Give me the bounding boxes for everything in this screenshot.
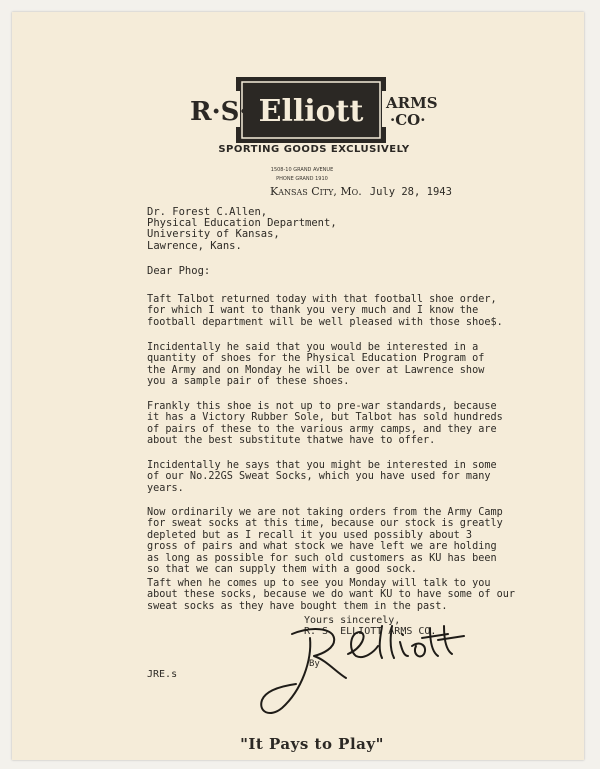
inside-address-line: Dr. Forest C.Allen, — [147, 206, 268, 218]
city-date-line — [270, 182, 452, 200]
letter-page — [12, 12, 584, 760]
logo-right-top: ARMS — [386, 94, 438, 112]
logo-center-word: Elliott — [258, 94, 364, 129]
salutation: Dear Phog: — [147, 265, 211, 277]
letterhead-city: Kansas City, Mo. — [270, 185, 362, 198]
body-paragraph: Incidentally he said that you would be interested in a quantity of shoes for the Physical Education Program of the Army and on Monday he will be over at Lawrence show you a sample pair of these shoes. — [147, 342, 485, 388]
body-paragraph: Taft when he comes up to see you Monday will talk to you about these socks, because we do want KU to have some of our sweat socks as they have bought them in the past. — [147, 578, 516, 612]
footer-slogan: "It Pays to Play" — [240, 735, 384, 753]
body-paragraph: Now ordinarily we are not taking orders from the Army Camp for sweat socks at this time, because our stock is greatly depleted but as I recall it you used possibly about 3 gross of pairs and what stock we have left we are holding as long as possible for such old customers as KU has been so that we can supply them with a good sock. — [147, 507, 503, 576]
letterhead-phone: PHONE GRAND 1910 — [276, 176, 328, 182]
handwritten-signature — [252, 620, 467, 720]
complimentary-close: Yours sincerely, R. S. ELLIOTT ARMS CO. — [304, 615, 437, 638]
letterhead-tagline: SPORTING GOODS EXCLUSIVELY — [218, 144, 410, 155]
by-label: By — [309, 659, 320, 669]
company-logo — [188, 75, 440, 145]
inside-address-line: Physical Education Department, — [147, 217, 337, 230]
inside-address-line: Lawrence, Kans. — [147, 239, 242, 252]
body-paragraph: Frankly this shoe is not up to pre-war standards, because it has a Victory Rubber Sole, but Talbot has sold hundreds of pairs of these to the various army camps, and they are about the best substitute thatwe have to offer. — [147, 401, 503, 447]
letterhead-address: 1508-10 GRAND AVENUE — [270, 167, 334, 173]
body-paragraph: Incidentally he says that you might be interested in some of our No.22GS Sweat Socks, which you have used for many years. — [147, 460, 497, 494]
logo-right-bottom: ·CO· — [390, 111, 426, 129]
logo-left-word: R·S· — [190, 97, 249, 127]
letter-date: July 28, 1943 — [369, 186, 452, 198]
reference-initials: JRE.s — [147, 669, 178, 680]
body-paragraph: Taft Talbot returned today with that football shoe order, for which I want to thank you very much and I know the football department will be well pleased with those shoe$. — [147, 294, 503, 328]
inside-address-line: University of Kansas, — [147, 228, 280, 241]
inside-address — [147, 207, 337, 252]
